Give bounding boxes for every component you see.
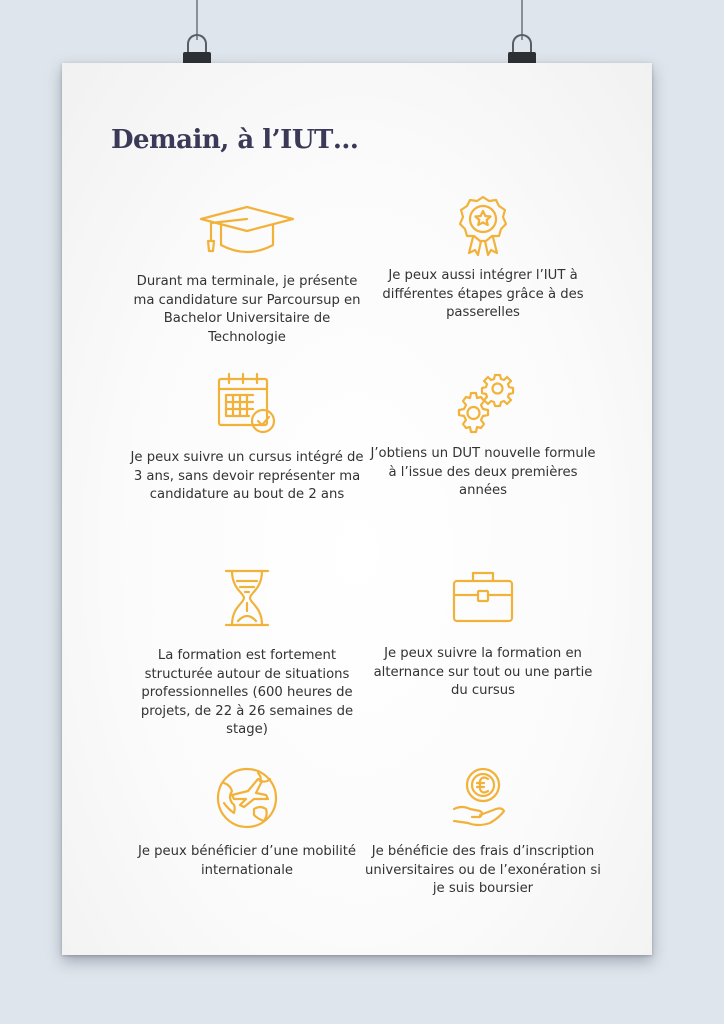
- item-cursus-integre: [129, 371, 365, 505]
- euro-coin-hand-icon: [450, 765, 516, 831]
- item-frais: [365, 765, 601, 899]
- item-text: Je peux bénéficier d’une mobilité internationale: [137, 844, 357, 878]
- item-text: Durant ma terminale, je présente ma candidature sur Parcoursup en Bachelor Universitaire de Technologie: [133, 274, 361, 345]
- item-text: Je bénéficie des frais d’inscription universitaires ou de l’exonération si je suis boursier: [365, 844, 601, 896]
- poster-title: Demain, à l’IUT…: [111, 125, 359, 155]
- globe-plane-icon: [214, 765, 280, 831]
- poster: [62, 63, 652, 955]
- item-text: La formation est fortement structurée autour de situations professionnelles (600 heures de projets, de 22 à 26 semaines de stage): [140, 648, 354, 737]
- item-text: Je peux suivre un cursus intégré de 3 ans, sans devoir représenter ma candidature au bout de 2 ans: [130, 450, 364, 502]
- item-parcoursup: [129, 203, 365, 347]
- award-badge-icon: [453, 193, 513, 259]
- item-dut: [365, 371, 601, 501]
- item-text: J’obtiens un DUT nouvelle formule à l’issue des deux premières années: [370, 446, 596, 498]
- graduation-cap-icon: [197, 203, 297, 263]
- item-mobilite: [129, 765, 365, 880]
- gears-icon: [451, 371, 515, 435]
- hourglass-icon: [220, 567, 274, 629]
- item-formation-structuree: [129, 567, 365, 740]
- item-alternance: [365, 567, 601, 701]
- item-passerelles: [365, 193, 601, 323]
- briefcase-icon: [450, 567, 516, 627]
- item-text: Je peux suivre la formation en alternance sur tout ou une partie du cursus: [373, 646, 593, 698]
- calendar-check-icon: [215, 371, 279, 437]
- item-text: Je peux aussi intégrer l’IUT à différentes étapes grâce à des passerelles: [382, 268, 584, 320]
